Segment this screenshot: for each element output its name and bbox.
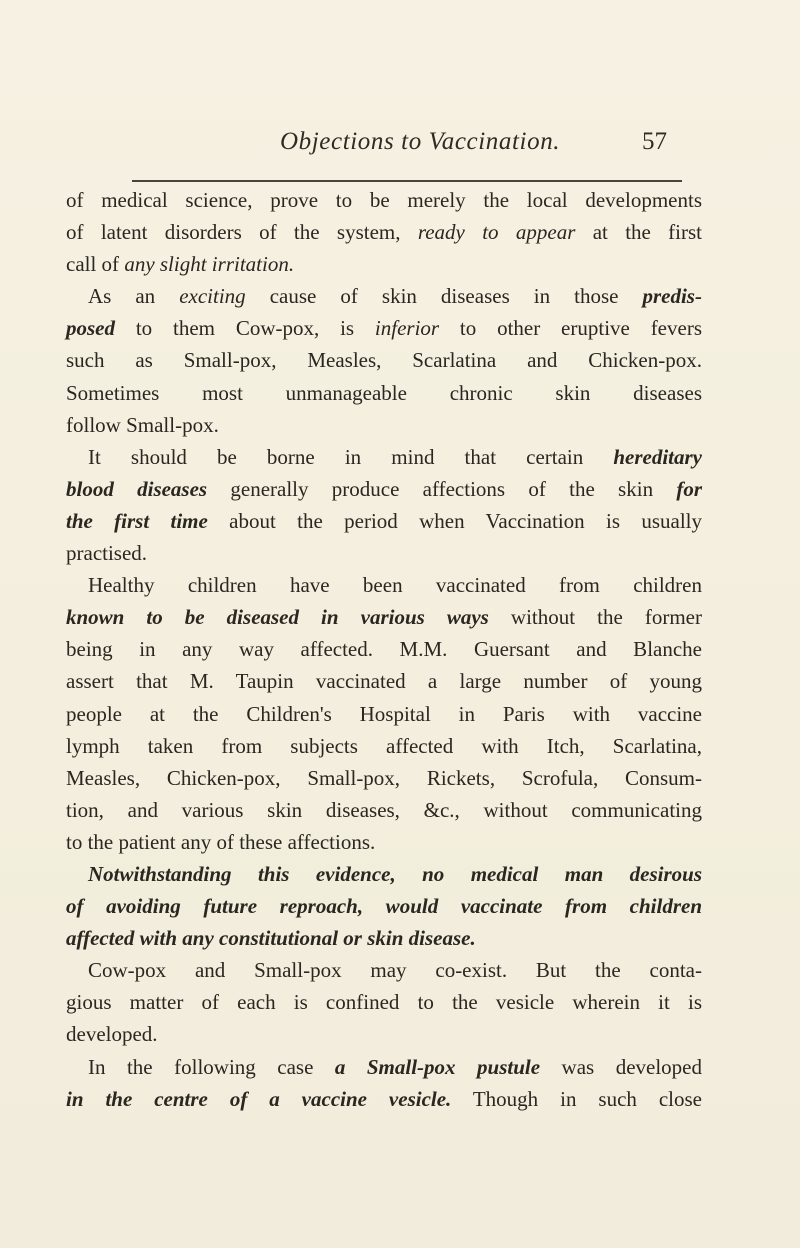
text-line: to the patient any of these affections. [66,829,376,854]
page-number: 57 [642,128,667,155]
text-line: developed. [66,1022,158,1047]
text-line: lymph taken from subjects affected with Itch, Scarlatina, [66,733,702,758]
text-line: posed to them Cow-pox, is inferior to other eruptive fevers [66,316,702,341]
text-line: In the following case a Small-pox pustule was developed [88,1054,702,1079]
text-line: As an exciting cause of skin diseases in those predis- [88,284,702,309]
text-line: tion, and various skin diseases, &c., without communicating [66,797,702,822]
text-line: being in any way affected. M.M. Guersant and Blanche [66,637,702,662]
body-text [66,184,702,1115]
text-line: of latent disorders of the system, ready to appear at the first [66,220,703,245]
text-line: It should be borne in mind that certain hereditary [88,444,702,469]
text-line: known to be diseased in various ways without the former [66,605,702,630]
text-line: Sometimes most unmanageable chronic skin diseases [66,380,702,405]
text-line: call of any slight irritation. [66,252,295,277]
text-line: Cow-pox and Small-pox may co-exist. But the conta- [88,958,702,983]
text-line: in the centre of a vaccine vesicle. Though in such close [66,1086,702,1111]
running-title: Objections to Vaccination. [280,128,561,155]
text-line: Measles, Chicken-pox, Small-pox, Rickets, Scrofula, Consum- [66,765,702,790]
header-rule [132,180,682,182]
text-line: of medical science, prove to be merely the local developments [66,188,702,212]
text-line: practised. [66,541,148,566]
text-line: of avoiding future reproach, would vaccinate from children [66,894,702,919]
text-line: people at the Children's Hospital in Paris with vaccine [66,701,702,726]
text-line: Notwithstanding this evidence, no medical man desirous [88,861,702,886]
text-line: blood diseases generally produce affections of the skin for [66,476,703,501]
text-line: such as Small-pox, Measles, Scarlatina and Chicken-pox. [66,348,702,373]
text-line: follow Small-pox. [66,412,219,437]
text-line: Healthy children have been vaccinated from children [88,573,702,598]
text-line: assert that M. Taupin vaccinated a large number of young [66,669,702,694]
text-line: the first time about the period when Vaccination is usually [66,508,702,533]
text-line: gious matter of each is confined to the vesicle wherein it is [66,990,702,1015]
page-header [280,128,680,168]
text-line: affected with any constitutional or skin disease. [66,926,476,951]
